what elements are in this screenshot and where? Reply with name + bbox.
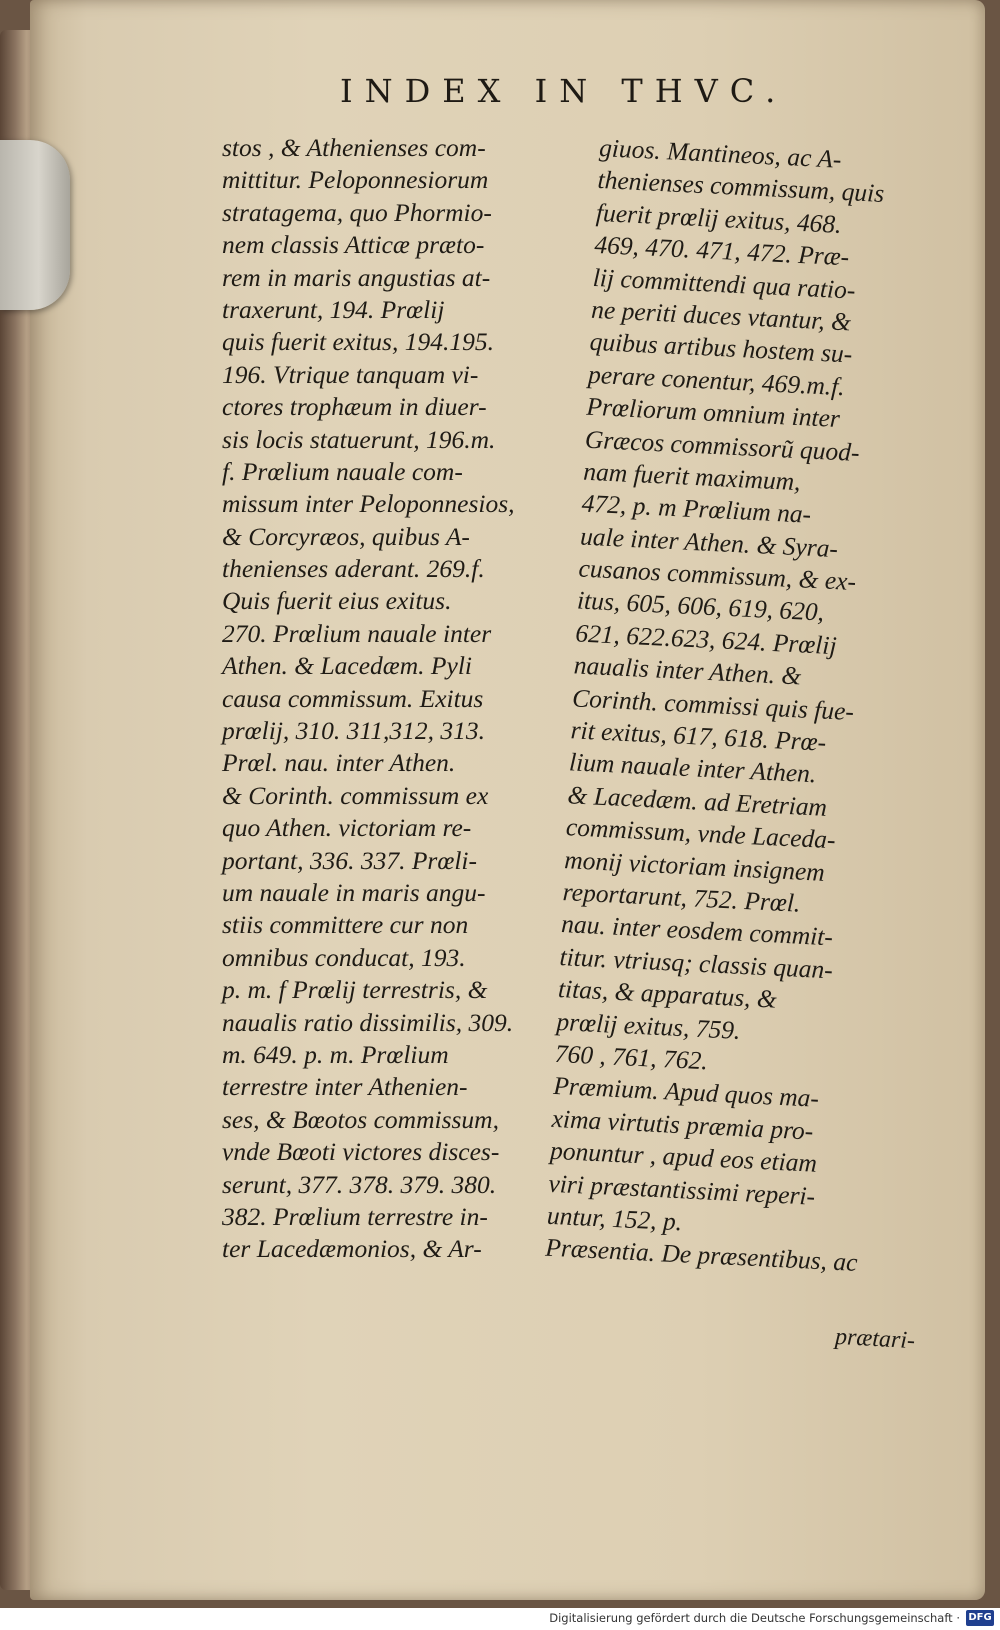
- text-line: rit exitus, 617, 618. Prœ-: [570, 715, 827, 757]
- text-line: Prœliorum omnium inter: [585, 391, 841, 434]
- text-line: f. Prœlium nauale com-: [222, 456, 463, 486]
- text-line: causa commissum. Exitus: [222, 683, 484, 713]
- text-line: 621, 622.623, 624. Prœlij: [574, 618, 838, 661]
- text-line: prœlij exitus, 759.: [555, 1006, 742, 1045]
- text-line: fuerit prœlij exitus, 468.: [595, 197, 843, 239]
- text-line: ctores trophæum in diuer-: [222, 392, 487, 422]
- text-line: m. 649. p. m. Prœlium: [222, 1039, 449, 1069]
- text-line: xima virtutis præmia pro-: [551, 1103, 815, 1146]
- text-line: um nauale in maris angu-: [222, 877, 486, 907]
- text-line: stos , & Athenienses com-: [222, 133, 486, 162]
- text-line: lij committendi qua ratio-: [592, 262, 857, 305]
- text-line: traxerunt, 194. Prœlij: [222, 294, 445, 324]
- text-line: stratagema, quo Phormio-: [222, 197, 492, 227]
- text-line: ne periti duces vtantur, &: [590, 294, 852, 337]
- text-line: Quis fuerit eius exitus.: [222, 586, 452, 616]
- text-line: commissum, vnde Laceda-: [565, 812, 837, 855]
- text-line: Præsentia. De præsentibus, ac: [544, 1232, 859, 1278]
- text-line: stiis committere cur non: [222, 910, 469, 940]
- text-line: thenienses commissum, quis: [596, 165, 885, 209]
- text-line: reportarunt, 752. Prœl.: [562, 877, 802, 918]
- text-line: quo Athen. victoriam re-: [222, 813, 472, 843]
- text-line: 270. Prœlium nauale inter: [222, 618, 492, 648]
- text-line: serunt, 377. 378. 379. 380.: [222, 1169, 497, 1199]
- text-line: naualis ratio dissimilis, 309.: [222, 1007, 514, 1037]
- text-line: omnibus conducat, 193.: [222, 942, 466, 972]
- text-line: ponuntur , apud eos etiam: [549, 1135, 818, 1178]
- text-line: portant, 336. 337. Prœli-: [222, 845, 478, 875]
- text-line: cusanos commissum, & ex-: [577, 553, 857, 597]
- text-line: nam fuerit maximum,: [582, 456, 802, 497]
- right-text-column: [545, 132, 940, 1281]
- text-line: prœlij, 310. 311,312, 313.: [222, 716, 486, 746]
- text-line: Athen. & Lacedæm. Pyli: [222, 651, 472, 681]
- text-line: lium nauale inter Athen.: [568, 747, 818, 789]
- text-line: vnde Bœoti victores disces-: [222, 1137, 500, 1167]
- text-line: naualis inter Athen. &: [573, 650, 802, 691]
- text-line: quis fuerit exitus, 194.195.: [222, 327, 494, 357]
- text-line: Præmium. Apud quos ma-: [552, 1071, 820, 1114]
- text-line: & Corinth. commissum ex: [222, 780, 489, 810]
- text-line: titur. vtriusq; classis quan-: [558, 941, 834, 985]
- text-line: & Lacedæm. ad Eretriam: [566, 780, 828, 822]
- text-line: 469, 470. 471, 472. Præ-: [593, 230, 850, 272]
- left-text-column: [222, 132, 552, 1266]
- text-line: giuos. Mantineos, ac A-: [598, 132, 843, 174]
- text-line: ter Lacedæmonios, & Ar-: [222, 1234, 482, 1264]
- text-line: Græcos commissorũ quod-: [584, 424, 861, 467]
- text-line: 760 , 761, 762.: [554, 1038, 709, 1076]
- catchword: prætari-: [834, 1323, 916, 1355]
- text-line: 196. Vtrique tanquam vi-: [222, 359, 479, 389]
- text-line: titas, & apparatus, &: [557, 974, 778, 1014]
- text-line: monij victoriam insignem: [563, 844, 826, 887]
- dfg-logo: DFG: [966, 1610, 994, 1626]
- text-line: quibus artibus hostem su-: [589, 327, 853, 369]
- text-line: rem in maris angustias at-: [222, 262, 491, 292]
- text-line: thenienses aderant. 269.f.: [222, 554, 485, 584]
- text-line: 472, p. m Prœlium na-: [581, 488, 812, 530]
- text-line: ses, & Bœotos commissum,: [222, 1104, 499, 1134]
- digitization-credit: Digitalisierung gefördert durch die Deutsche Forschungsgemeinschaft ·: [549, 1611, 960, 1625]
- text-line: untur, 152, p.: [546, 1200, 683, 1237]
- text-line: terrestre inter Athenien-: [222, 1072, 468, 1102]
- text-line: mittitur. Peloponnesiorum: [222, 165, 489, 195]
- text-line: nau. inter eosdem commit-: [560, 909, 834, 952]
- text-line: Prœl. nau. inter Athen.: [222, 748, 456, 778]
- text-line: perare conentur, 469.m.f.: [587, 359, 846, 401]
- text-line: & Corcyræos, quibus A-: [222, 521, 470, 551]
- text-line: missum inter Peloponnesios,: [222, 489, 515, 519]
- text-line: itus, 605, 606, 619, 620,: [576, 585, 825, 627]
- running-head: INDEX IN THVC.: [340, 72, 788, 110]
- text-line: viri præstantissimi reperi-: [547, 1168, 816, 1211]
- page-clip: [0, 140, 70, 310]
- text-line: sis locis statuerunt, 196.m.: [222, 424, 496, 454]
- text-line: nem classis Atticæ præto-: [222, 230, 485, 260]
- text-line: p. m. f Prœlij terrestris, &: [222, 975, 488, 1005]
- text-line: Corinth. commissi quis fue-: [571, 682, 855, 726]
- text-line: 382. Prœlium terrestre in-: [222, 1201, 488, 1231]
- text-line: uale inter Athen. & Syra-: [579, 521, 839, 563]
